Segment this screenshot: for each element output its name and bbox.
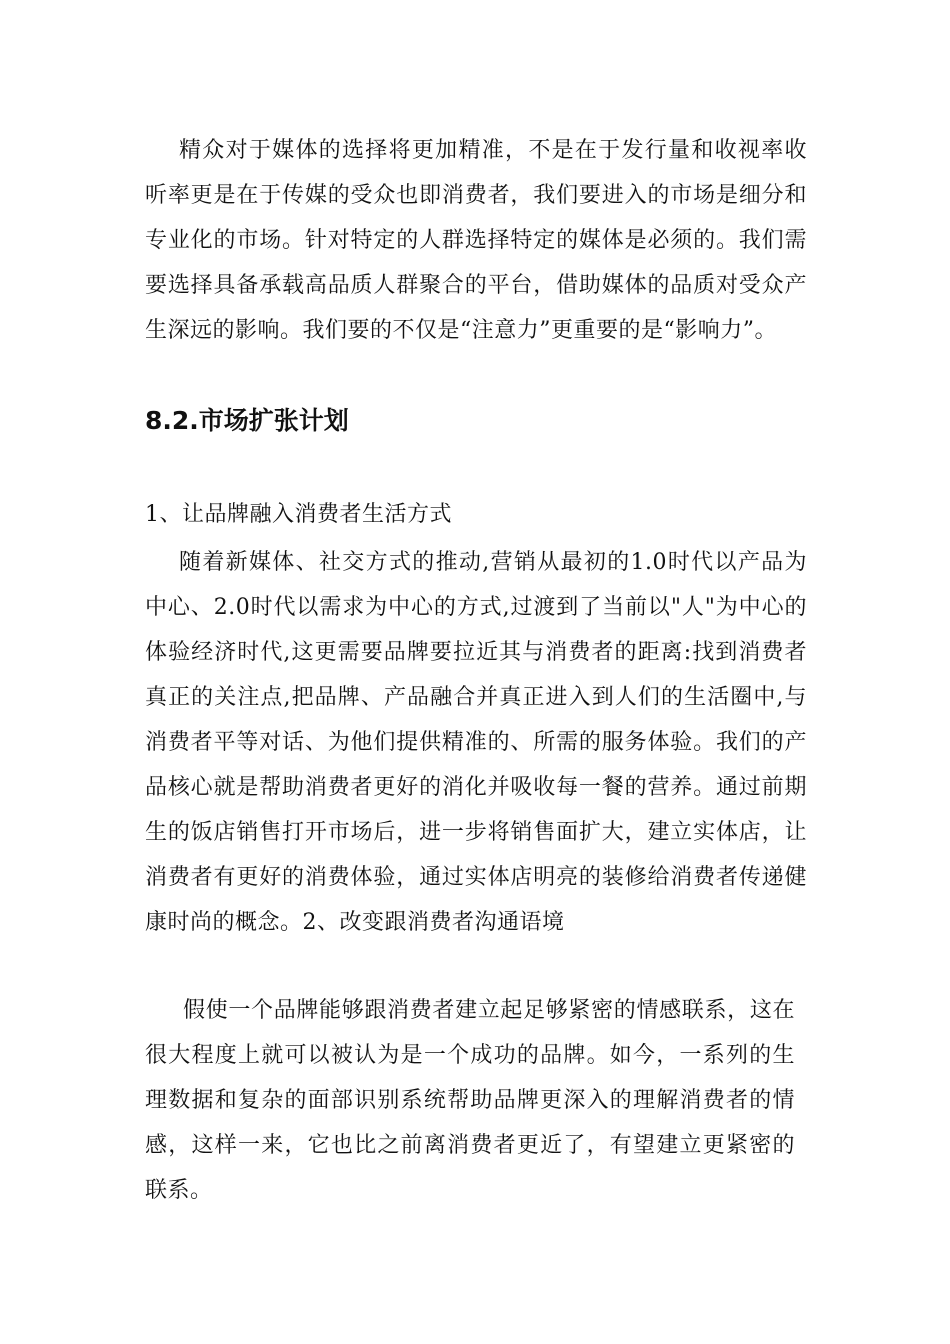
section-heading: 8.2.市场扩张计划: [145, 406, 349, 435]
subsection-heading: 1、让品牌融入消费者生活方式: [145, 502, 452, 527]
paragraph-emotional-connection: 假使一个品牌能够跟消费者建立起足够紧密的情感联系，这在很大程度上就可以被认为是一个成功的品牌。如今，一系列的生理数据和复杂的面部识别系统帮助品牌更深入的理解消费者的情感，这样一来，它也比之前离消费者更近了，有望建立更紧密的联系。: [145, 998, 795, 1203]
paragraph-media-selection: 精众对于媒体的选择将更加精准，不是在于发行量和收视率收听率更是在于传媒的受众也即消费者，我们要进入的市场是细分和专业化的市场。针对特定的人群选择特定的媒体是必须的。我们需要选择具备承载高品质人群聚合的平台，借助媒体的品质对受众产生深远的影响。我们要的不仅是“注意力”更重要的是“影响力”。: [145, 138, 807, 343]
paragraph-brand-lifestyle: 随着新媒体、社交方式的推动,营销从最初的1.0时代以产品为中心、2.0时代以需求为中心的方式,过渡到了当前以"人"为中心的体验经济时代,这更需要品牌要拉近其与消费者的距离:找到消费者真正的关注点,把品牌、产品融合并真正进入到人们的生活圈中,与消费者平等对话、为他们提供精准的、所需的服务体验。我们的产品核心就是帮助消费者更好的消化并吸收每一餐的营养。通过前期生的饭店销售打开市场后，进一步将销售面扩大，建立实体店，让消费者有更好的消费体验，通过实体店明亮的装修给消费者传递健康时尚的概念。2、改变跟消费者沟通语境: [145, 550, 807, 935]
